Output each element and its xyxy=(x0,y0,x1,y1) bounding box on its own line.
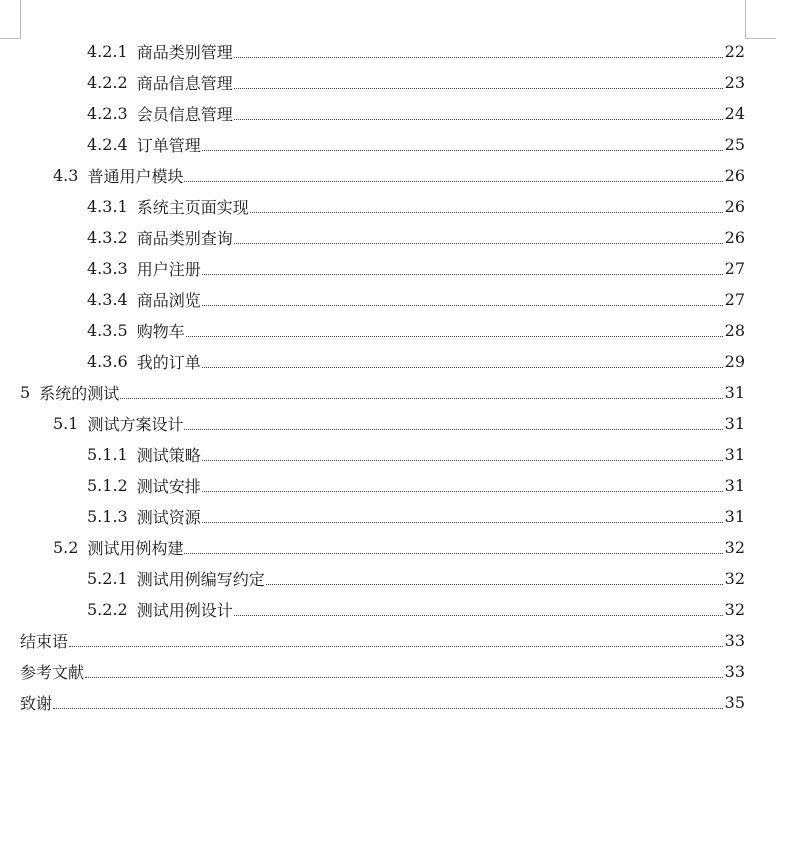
dot-leader xyxy=(250,198,723,213)
toc-entry-number: 4.2.4 xyxy=(87,135,128,154)
toc-entry-title: 商品类别查询 xyxy=(136,229,233,248)
toc-entry-page-number: 31 xyxy=(724,383,745,402)
dot-leader xyxy=(202,446,723,461)
dot-leader xyxy=(202,477,723,492)
toc-entry[interactable] xyxy=(0,501,745,532)
toc-entry[interactable] xyxy=(0,98,745,129)
toc-entry-title: 普通用户模块 xyxy=(87,167,184,186)
dot-leader xyxy=(202,260,723,275)
toc-entry-number: 5.2 xyxy=(53,538,79,557)
dot-leader xyxy=(234,229,723,244)
toc-entry-page-number: 35 xyxy=(724,693,745,712)
toc-entry-title: 测试方案设计 xyxy=(87,415,184,434)
toc-entry[interactable] xyxy=(0,377,745,408)
dot-leader xyxy=(202,136,723,151)
toc-entry[interactable] xyxy=(0,129,745,160)
toc-entry-page-number: 33 xyxy=(724,631,745,650)
toc-entry-number: 5.1 xyxy=(53,414,79,433)
toc-entry-page-number: 23 xyxy=(724,73,745,92)
dot-leader xyxy=(234,74,723,89)
toc-entry-title: 测试安排 xyxy=(136,477,201,496)
toc-entry-page-number: 33 xyxy=(724,662,745,681)
toc-entry[interactable] xyxy=(0,563,745,594)
toc-entry-page-number: 31 xyxy=(724,476,745,495)
toc-entry-title: 商品类别管理 xyxy=(136,43,233,62)
toc-entry-page-number: 27 xyxy=(724,259,745,278)
toc-entry-page-number: 31 xyxy=(724,445,745,464)
page-corner-mark-left xyxy=(0,0,21,39)
toc-entry[interactable] xyxy=(0,284,745,315)
dot-leader xyxy=(186,322,723,337)
toc-entry-page-number: 32 xyxy=(724,569,745,588)
toc-entry-number: 4.3.5 xyxy=(87,321,128,340)
table-of-contents xyxy=(0,36,800,718)
toc-entry-title: 我的订单 xyxy=(136,353,201,372)
toc-entry-title: 系统主页面实现 xyxy=(136,198,249,217)
toc-entry-number: 5.2.1 xyxy=(87,569,128,588)
toc-entry-title: 测试策略 xyxy=(136,446,201,465)
toc-entry-title: 参考文献 xyxy=(20,663,85,682)
toc-entry[interactable] xyxy=(0,36,745,67)
toc-entry-title: 结束语 xyxy=(20,632,69,651)
dot-leader xyxy=(184,167,722,182)
toc-entry-number: 4.2.3 xyxy=(87,104,128,123)
toc-entry-number: 4.2.1 xyxy=(87,42,128,61)
dot-leader xyxy=(266,570,723,585)
toc-entry[interactable] xyxy=(0,191,745,222)
toc-entry[interactable] xyxy=(0,625,745,656)
toc-entry-page-number: 32 xyxy=(724,538,745,557)
toc-entry-page-number: 31 xyxy=(724,414,745,433)
toc-entry-title: 测试资源 xyxy=(136,508,201,527)
toc-entry-title: 商品信息管理 xyxy=(136,74,233,93)
dot-leader xyxy=(69,632,723,647)
page-corner-mark-right xyxy=(745,0,776,39)
toc-entry-page-number: 29 xyxy=(724,352,745,371)
dot-leader xyxy=(53,694,723,709)
dot-leader xyxy=(184,415,722,430)
dot-leader xyxy=(234,105,723,120)
toc-entry[interactable] xyxy=(0,160,745,191)
toc-entry-page-number: 26 xyxy=(724,166,745,185)
toc-entry[interactable] xyxy=(0,687,745,718)
toc-entry-number: 4.3.4 xyxy=(87,290,128,309)
toc-entry[interactable] xyxy=(0,315,745,346)
toc-entry-number: 5.1.1 xyxy=(87,445,128,464)
toc-entry[interactable] xyxy=(0,594,745,625)
toc-entry-number: 5.1.3 xyxy=(87,507,128,526)
toc-entry-page-number: 28 xyxy=(724,321,745,340)
toc-entry[interactable] xyxy=(0,222,745,253)
toc-entry-title: 购物车 xyxy=(136,322,185,341)
toc-entry[interactable] xyxy=(0,470,745,501)
dot-leader xyxy=(184,539,722,554)
toc-entry-number: 4.3.6 xyxy=(87,352,128,371)
dot-leader xyxy=(202,291,723,306)
toc-entry-page-number: 27 xyxy=(724,290,745,309)
toc-entry-title: 测试用例编写约定 xyxy=(136,570,265,589)
toc-entry[interactable] xyxy=(0,67,745,98)
dot-leader xyxy=(120,384,722,399)
toc-entry-number: 4.3.2 xyxy=(87,228,128,247)
toc-entry-number: 4.3 xyxy=(53,166,79,185)
toc-entry-page-number: 31 xyxy=(724,507,745,526)
toc-entry[interactable] xyxy=(0,656,745,687)
toc-entry-title: 测试用例设计 xyxy=(136,601,233,620)
toc-entry[interactable] xyxy=(0,532,745,563)
toc-entry-title: 订单管理 xyxy=(136,136,201,155)
dot-leader xyxy=(202,353,723,368)
toc-entry[interactable] xyxy=(0,439,745,470)
toc-entry[interactable] xyxy=(0,408,745,439)
dot-leader xyxy=(85,663,723,678)
dot-leader xyxy=(202,508,723,523)
toc-entry-number: 4.3.1 xyxy=(87,197,128,216)
toc-entry[interactable] xyxy=(0,346,745,377)
toc-entry-number: 5.2.2 xyxy=(87,600,128,619)
toc-entry-title: 商品浏览 xyxy=(136,291,201,310)
toc-entry-title: 测试用例构建 xyxy=(87,539,184,558)
toc-entry-title: 致谢 xyxy=(20,694,53,713)
dot-leader xyxy=(234,43,723,58)
toc-entry-page-number: 32 xyxy=(724,600,745,619)
toc-entry-page-number: 25 xyxy=(724,135,745,154)
toc-entry-number: 5.1.2 xyxy=(87,476,128,495)
toc-entry-number: 4.3.3 xyxy=(87,259,128,278)
toc-entry-number: 4.2.2 xyxy=(87,73,128,92)
toc-entry-title: 会员信息管理 xyxy=(136,105,233,124)
toc-entry-title: 系统的测试 xyxy=(39,384,120,403)
toc-entry-number: 5 xyxy=(20,383,31,402)
toc-entry-page-number: 24 xyxy=(724,104,745,123)
toc-entry-title: 用户注册 xyxy=(136,260,201,279)
toc-entry-page-number: 22 xyxy=(724,42,745,61)
toc-entry-page-number: 26 xyxy=(724,197,745,216)
dot-leader xyxy=(234,601,723,616)
toc-entry[interactable] xyxy=(0,253,745,284)
toc-entry-page-number: 26 xyxy=(724,228,745,247)
